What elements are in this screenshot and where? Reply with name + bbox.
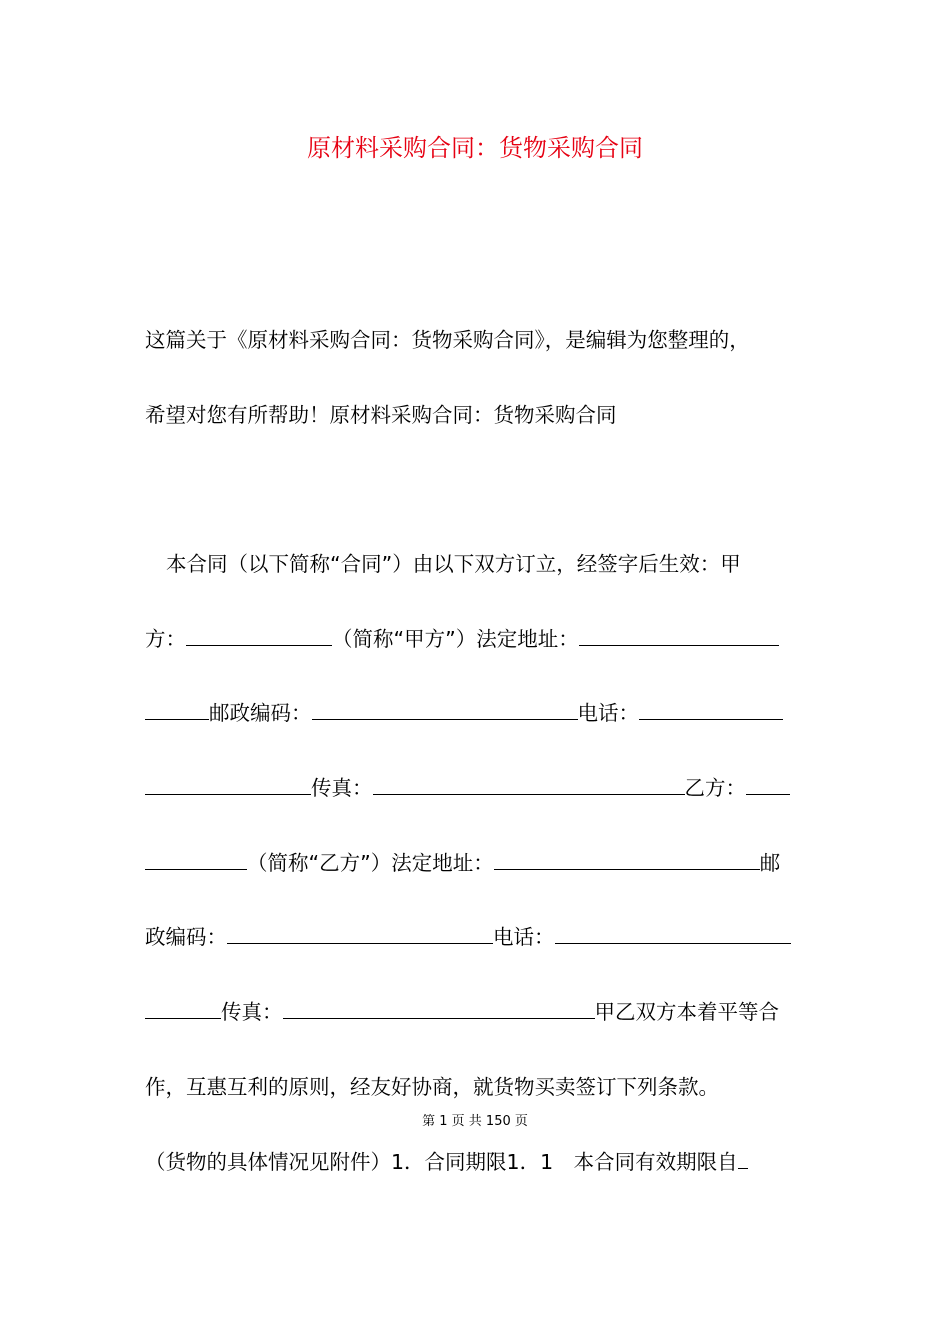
party-a-postcode-blank xyxy=(312,699,578,720)
party-b-fax-label: 传真： xyxy=(221,1000,283,1024)
document-title: 原材料采购合同：货物采购合同 xyxy=(307,134,643,162)
party-a-label: 方： xyxy=(145,627,186,651)
party-b-phone-label: 电话： xyxy=(493,925,555,949)
party-a-address-label: （简称“甲方”）法定地址： xyxy=(332,627,579,651)
body-line-8 xyxy=(145,1072,719,1102)
body-line-4 xyxy=(145,773,790,803)
body-line-1 xyxy=(166,549,741,579)
party-b-fax-blank xyxy=(283,998,595,1019)
body-line-9 xyxy=(145,1147,748,1177)
party-b-postcode-label-start: 邮 xyxy=(759,851,781,875)
body-text-9: （货物的具体情况见附件）1．合同期限1．1 本合同有效期限自 xyxy=(145,1150,738,1174)
party-b-label: 乙方： xyxy=(684,776,746,800)
party-a-name-blank xyxy=(186,625,332,646)
party-b-address-label: （简称“乙方”）法定地址： xyxy=(247,851,494,875)
body-line-7 xyxy=(145,997,779,1027)
party-a-phone-label: 电话： xyxy=(577,701,639,725)
intro-text-2: 希望对您有所帮助！原材料采购合同：货物采购合同 xyxy=(145,403,617,427)
party-b-phone-blank xyxy=(555,923,791,944)
party-a-address-blank xyxy=(579,625,779,646)
party-a-address-blank-cont xyxy=(145,699,209,720)
party-a-fax-blank xyxy=(373,774,685,795)
body-text-8: 作，互惠互利的原则，经友好协商，就货物买卖签订下列条款。 xyxy=(145,1075,719,1099)
party-b-postcode-blank xyxy=(227,923,493,944)
party-b-name-blank-cont xyxy=(145,849,247,870)
party-a-fax-label: 传真： xyxy=(311,776,373,800)
intro-line-2 xyxy=(145,400,617,430)
body-line-3 xyxy=(145,698,783,728)
party-b-address-blank xyxy=(494,849,760,870)
body-line-2 xyxy=(145,624,779,654)
party-b-phone-blank-cont xyxy=(145,998,221,1019)
party-b-name-blank xyxy=(746,774,790,795)
party-a-postcode-label: 邮政编码： xyxy=(209,701,312,725)
intro-text-1: 这篇关于《原材料采购合同：货物采购合同》，是编辑为您整理的， xyxy=(145,328,750,352)
intro-line-1 xyxy=(145,325,750,355)
body-line-5 xyxy=(145,848,780,878)
party-a-phone-blank-cont xyxy=(145,774,311,795)
party-a-phone-blank xyxy=(639,699,783,720)
body-text-7-tail: 甲乙双方本着平等合 xyxy=(594,1000,779,1024)
page-number: 第 1 页 共 150 页 xyxy=(422,1114,528,1129)
contract-start-date-blank xyxy=(738,1148,748,1169)
body-line-6 xyxy=(145,922,791,952)
party-b-postcode-label: 政编码： xyxy=(145,925,227,949)
body-text-1: 本合同（以下简称“合同”）由以下双方订立，经签字后生效：甲 xyxy=(166,552,741,576)
